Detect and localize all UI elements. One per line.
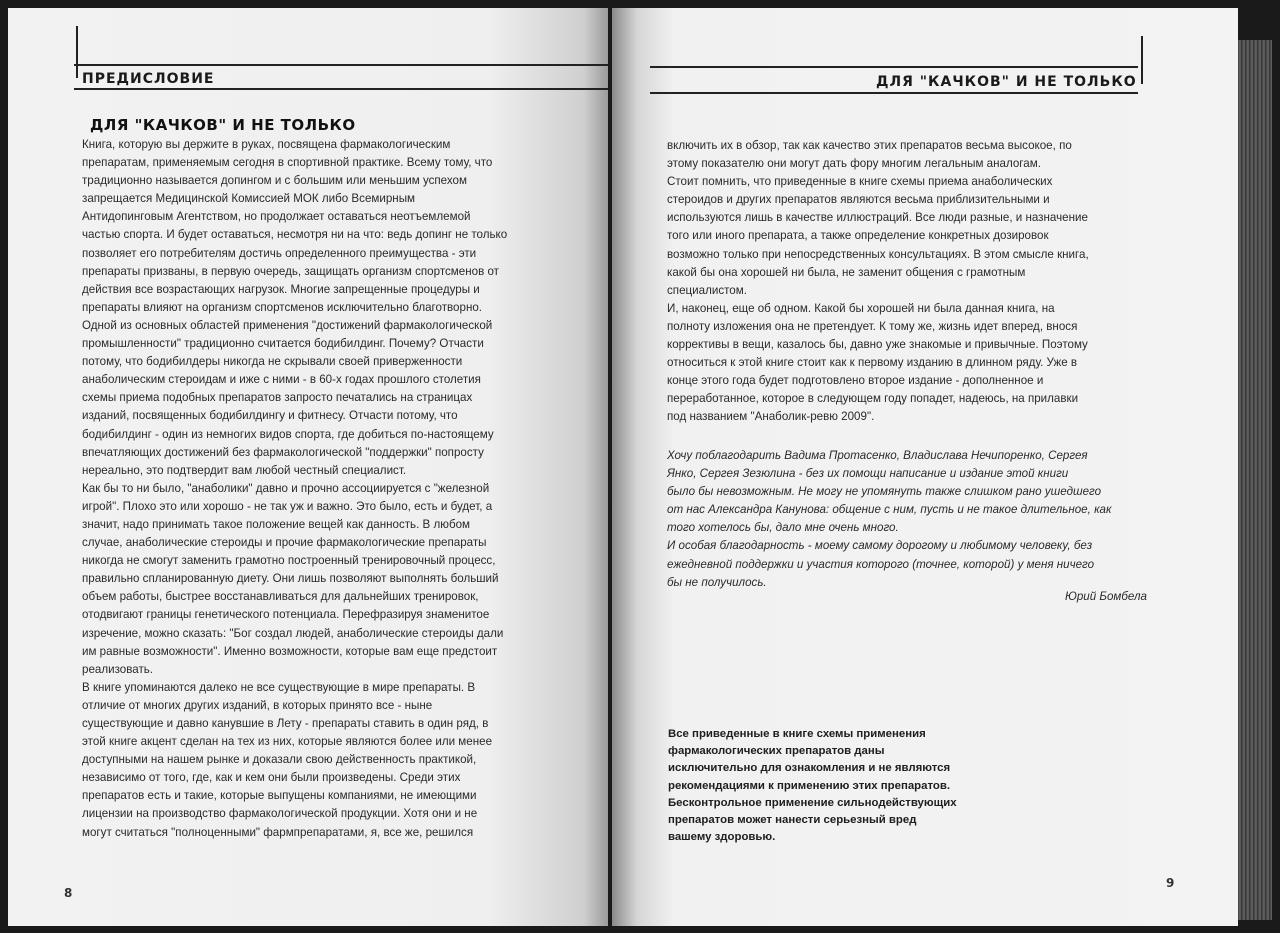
text-line: промышленности" традиционно считается бодибилдинг. Почему? Отчасти xyxy=(82,337,484,351)
text-line: Как бы то ни было, "анаболики" давно и прочно ассоциируется с "железной xyxy=(82,481,490,495)
book-edge xyxy=(1238,40,1272,920)
header-rule-top xyxy=(650,66,1138,68)
text-line: В книге упоминаются далеко не все существующие в мире препараты. В xyxy=(82,680,476,694)
text-line: препараты влияют на организм спортсменов исключительно благотворно. xyxy=(82,300,483,314)
text-line: того или иного препарата, а также определение конкретных дозировок xyxy=(667,229,1049,243)
right-body-text xyxy=(667,137,1089,427)
text-line: Одной из основных областей применения "достижений фармакологической xyxy=(82,318,493,332)
text-line: частью спорта. И будет оставаться, несмотря ни на что: ведь допинг не только xyxy=(82,228,508,242)
text-line: рекомендациями к применению этих препаратов. xyxy=(668,779,951,792)
header-rule-bottom xyxy=(74,88,608,90)
header-rule-vertical xyxy=(76,26,78,78)
text-line: традиционно называется допингом и с большим или меньшим успехом xyxy=(82,174,467,188)
text-line: стероидов и других препаратов являются весьма приблизительными и xyxy=(667,193,1050,207)
text-line: бы не получилось. xyxy=(667,575,767,589)
text-line: бодибилдинг - один из немногих видов спорта, где добиться по-настоящему xyxy=(82,427,494,441)
text-line: этому показателю они могут дать фору многим легальным аналогам. xyxy=(667,157,1041,171)
text-line: позволяет его потребителям достичь определенного преимущества - эти xyxy=(82,246,477,260)
text-line: И особая благодарность - моему самому дорогому и любимому человеку, без xyxy=(667,539,1093,553)
text-line: отодвигают границы генетического потенциала. Перефразируя знаменитое xyxy=(82,608,490,622)
text-line: фармакологических препаратов даны xyxy=(668,745,885,758)
text-line: Хочу поблагодарить Вадима Протасенко, Владислава Нечипоренко, Сергея xyxy=(667,449,1088,462)
text-line: запрещается Медицинской Комиссией МОК либо Всемирным xyxy=(82,192,415,206)
header-rule-bottom xyxy=(650,92,1138,94)
text-line: возможно только при непосредственных консультациях. В этом смысле книга, xyxy=(667,247,1089,261)
text-line: Антидопинговым Агентством, но продолжает оставаться неотъемлемой xyxy=(82,210,471,224)
section-header: ПРЕДИСЛОВИЕ xyxy=(82,71,215,87)
text-line: правильно спланированную диету. Они лишь позволяют выполнять больший xyxy=(82,572,499,586)
text-line: объем работы, быстрее восстанавливаться для дальнейших тренировок, xyxy=(82,590,479,604)
text-line: переработанное, которое в следующем году попадет, надеюсь, на прилавки xyxy=(667,392,1079,406)
article-title: ДЛЯ "КАЧКОВ" И НЕ ТОЛЬКО xyxy=(90,116,356,134)
text-line: препаратов может нанести серьезный вред xyxy=(668,814,917,827)
author-signature: Юрий Бомбела xyxy=(1065,590,1147,603)
text-line: было бы невозможным. Не могу не упомянуть также слишком рано ушедшего xyxy=(667,485,1102,499)
left-page xyxy=(8,8,608,926)
header-rule-top xyxy=(74,64,608,66)
text-line: значит, надо принимать такое положение вещей как данность. В любом xyxy=(82,517,471,531)
text-line: исключительно для ознакомления и не являются xyxy=(668,762,951,775)
text-line: ежедневной поддержки и участия которого (точнее, которой) у меня ничего xyxy=(667,557,1095,571)
text-line: относиться к этой книге стоит как к первому изданию в длинном ряду. Уже в xyxy=(667,356,1078,370)
text-line: Книга, которую вы держите в руках, посвящена фармакологическим xyxy=(82,138,451,151)
text-line: под названием "Анаболик-ревю 2009". xyxy=(667,410,875,424)
text-line: нереально, это подтвердит вам любой честный специалист. xyxy=(82,463,407,477)
text-line: Стоит помнить, что приведенные в книге схемы приема анаболических xyxy=(667,175,1053,189)
text-line: схемы приема подобных препаратов запросто печатались на страницах xyxy=(82,391,473,405)
text-line: конце этого года будет подготовлено второе издание - дополненное и xyxy=(667,374,1044,388)
disclaimer-text xyxy=(668,726,957,846)
text-line: Бесконтрольное применение сильнодействующих xyxy=(668,796,957,809)
text-line: препаратам, применяемым сегодня в спортивной практике. Всему тому, что xyxy=(82,156,493,170)
text-line: какой бы она хорошей ни была, не заменит общения с грамотным xyxy=(667,265,1026,279)
text-line: изданий, посвященных бодибилдингу и фитнесу. Отчасти потому, что xyxy=(82,409,458,423)
text-line: никогда не смогут заменить грамотно построенный тренировочный процесс, xyxy=(82,554,496,568)
text-line: действия все возрастающих нагрузок. Многие запрещенные процедуры и xyxy=(82,282,480,296)
text-line: включить их в обзор, так как качество этих препаратов весьма высокое, по xyxy=(667,139,1072,152)
text-line: потому, что бодибилдеры никогда не скрывали своей приверженности xyxy=(82,355,463,369)
left-body-text xyxy=(82,136,507,842)
text-line: существующие и давно канувшие в Лету - препараты ставить в один ряд, в xyxy=(82,717,489,730)
text-line: впечатляющих достижений без фармакологической "поддержки" попросту xyxy=(82,445,484,459)
text-line: И, наконец, еще об одном. Какой бы хорошей ни была данная книга, на xyxy=(667,301,1055,315)
text-line: независимо от того, где, как и кем они были произведены. Среди этих xyxy=(82,771,461,785)
text-line: им равные возможности". Именно возможности, которые вам еще предстоит xyxy=(82,644,498,658)
text-line: препаратов есть и такие, которые выпущены компаниями, не имеющими xyxy=(82,789,477,803)
text-line: отличие от многих других изданий, в которых принято все - ныне xyxy=(82,698,433,712)
text-line: Все приведенные в книге схемы применения xyxy=(668,728,926,740)
text-line: полноту изложения она не претендует. К тому же, жизнь идет вперед, внося xyxy=(667,319,1078,333)
text-line: специалистом. xyxy=(667,283,747,297)
text-line: того хотелось бы, дало мне очень много. xyxy=(667,521,899,535)
text-line: изречение, можно сказать: "Бог создал людей, анаболические стероиды дали xyxy=(82,626,504,640)
page-number: 9 xyxy=(1166,876,1175,890)
text-line: Янко, Сергея Зезюлина - без их помощи написание и издание этой книги xyxy=(667,467,1069,481)
text-line: доступными на нашем рынке и доказали свою действенность практикой, xyxy=(82,753,477,767)
text-line: вашему здоровью. xyxy=(668,831,776,844)
acknowledgements-text xyxy=(667,447,1111,592)
header-rule-vertical xyxy=(1141,36,1143,84)
text-line: анаболическим стероидам и иже с ними - в 60-х годах прошлого столетия xyxy=(82,373,481,387)
text-line: препараты призваны, в первую очередь, защищать организм спортсменов от xyxy=(82,264,499,278)
text-line: от нас Александра Канунова: общение с ним, пусть и не такое длительное, как xyxy=(667,503,1112,517)
text-line: лицензии на производство фармакологической продукции. Хотя они и не xyxy=(82,807,478,821)
section-header: ДЛЯ "КАЧКОВ" И НЕ ТОЛЬКО xyxy=(876,74,1137,90)
text-line: реализовать. xyxy=(82,662,154,676)
text-line: могут считаться "полноценными" фармпрепаратами, я, все же, решился xyxy=(82,825,474,839)
text-line: случае, анаболические стероиды и прочие фармакологические препараты xyxy=(82,536,487,550)
page-number: 8 xyxy=(64,886,73,900)
text-line: этой книге акцент сделан на тех из них, которые являются более или менее xyxy=(82,735,493,749)
text-line: используются лишь в качестве иллюстраций. Все люди разные, и назначение xyxy=(667,211,1088,225)
right-page xyxy=(612,8,1238,926)
text-line: коррективы в вещи, казалось бы, давно уже знакомые и привычные. Поэтому xyxy=(667,338,1088,352)
text-line: игрой". Плохо это или хорошо - не так уж и важно. Это было, есть и будет, а xyxy=(82,499,493,513)
